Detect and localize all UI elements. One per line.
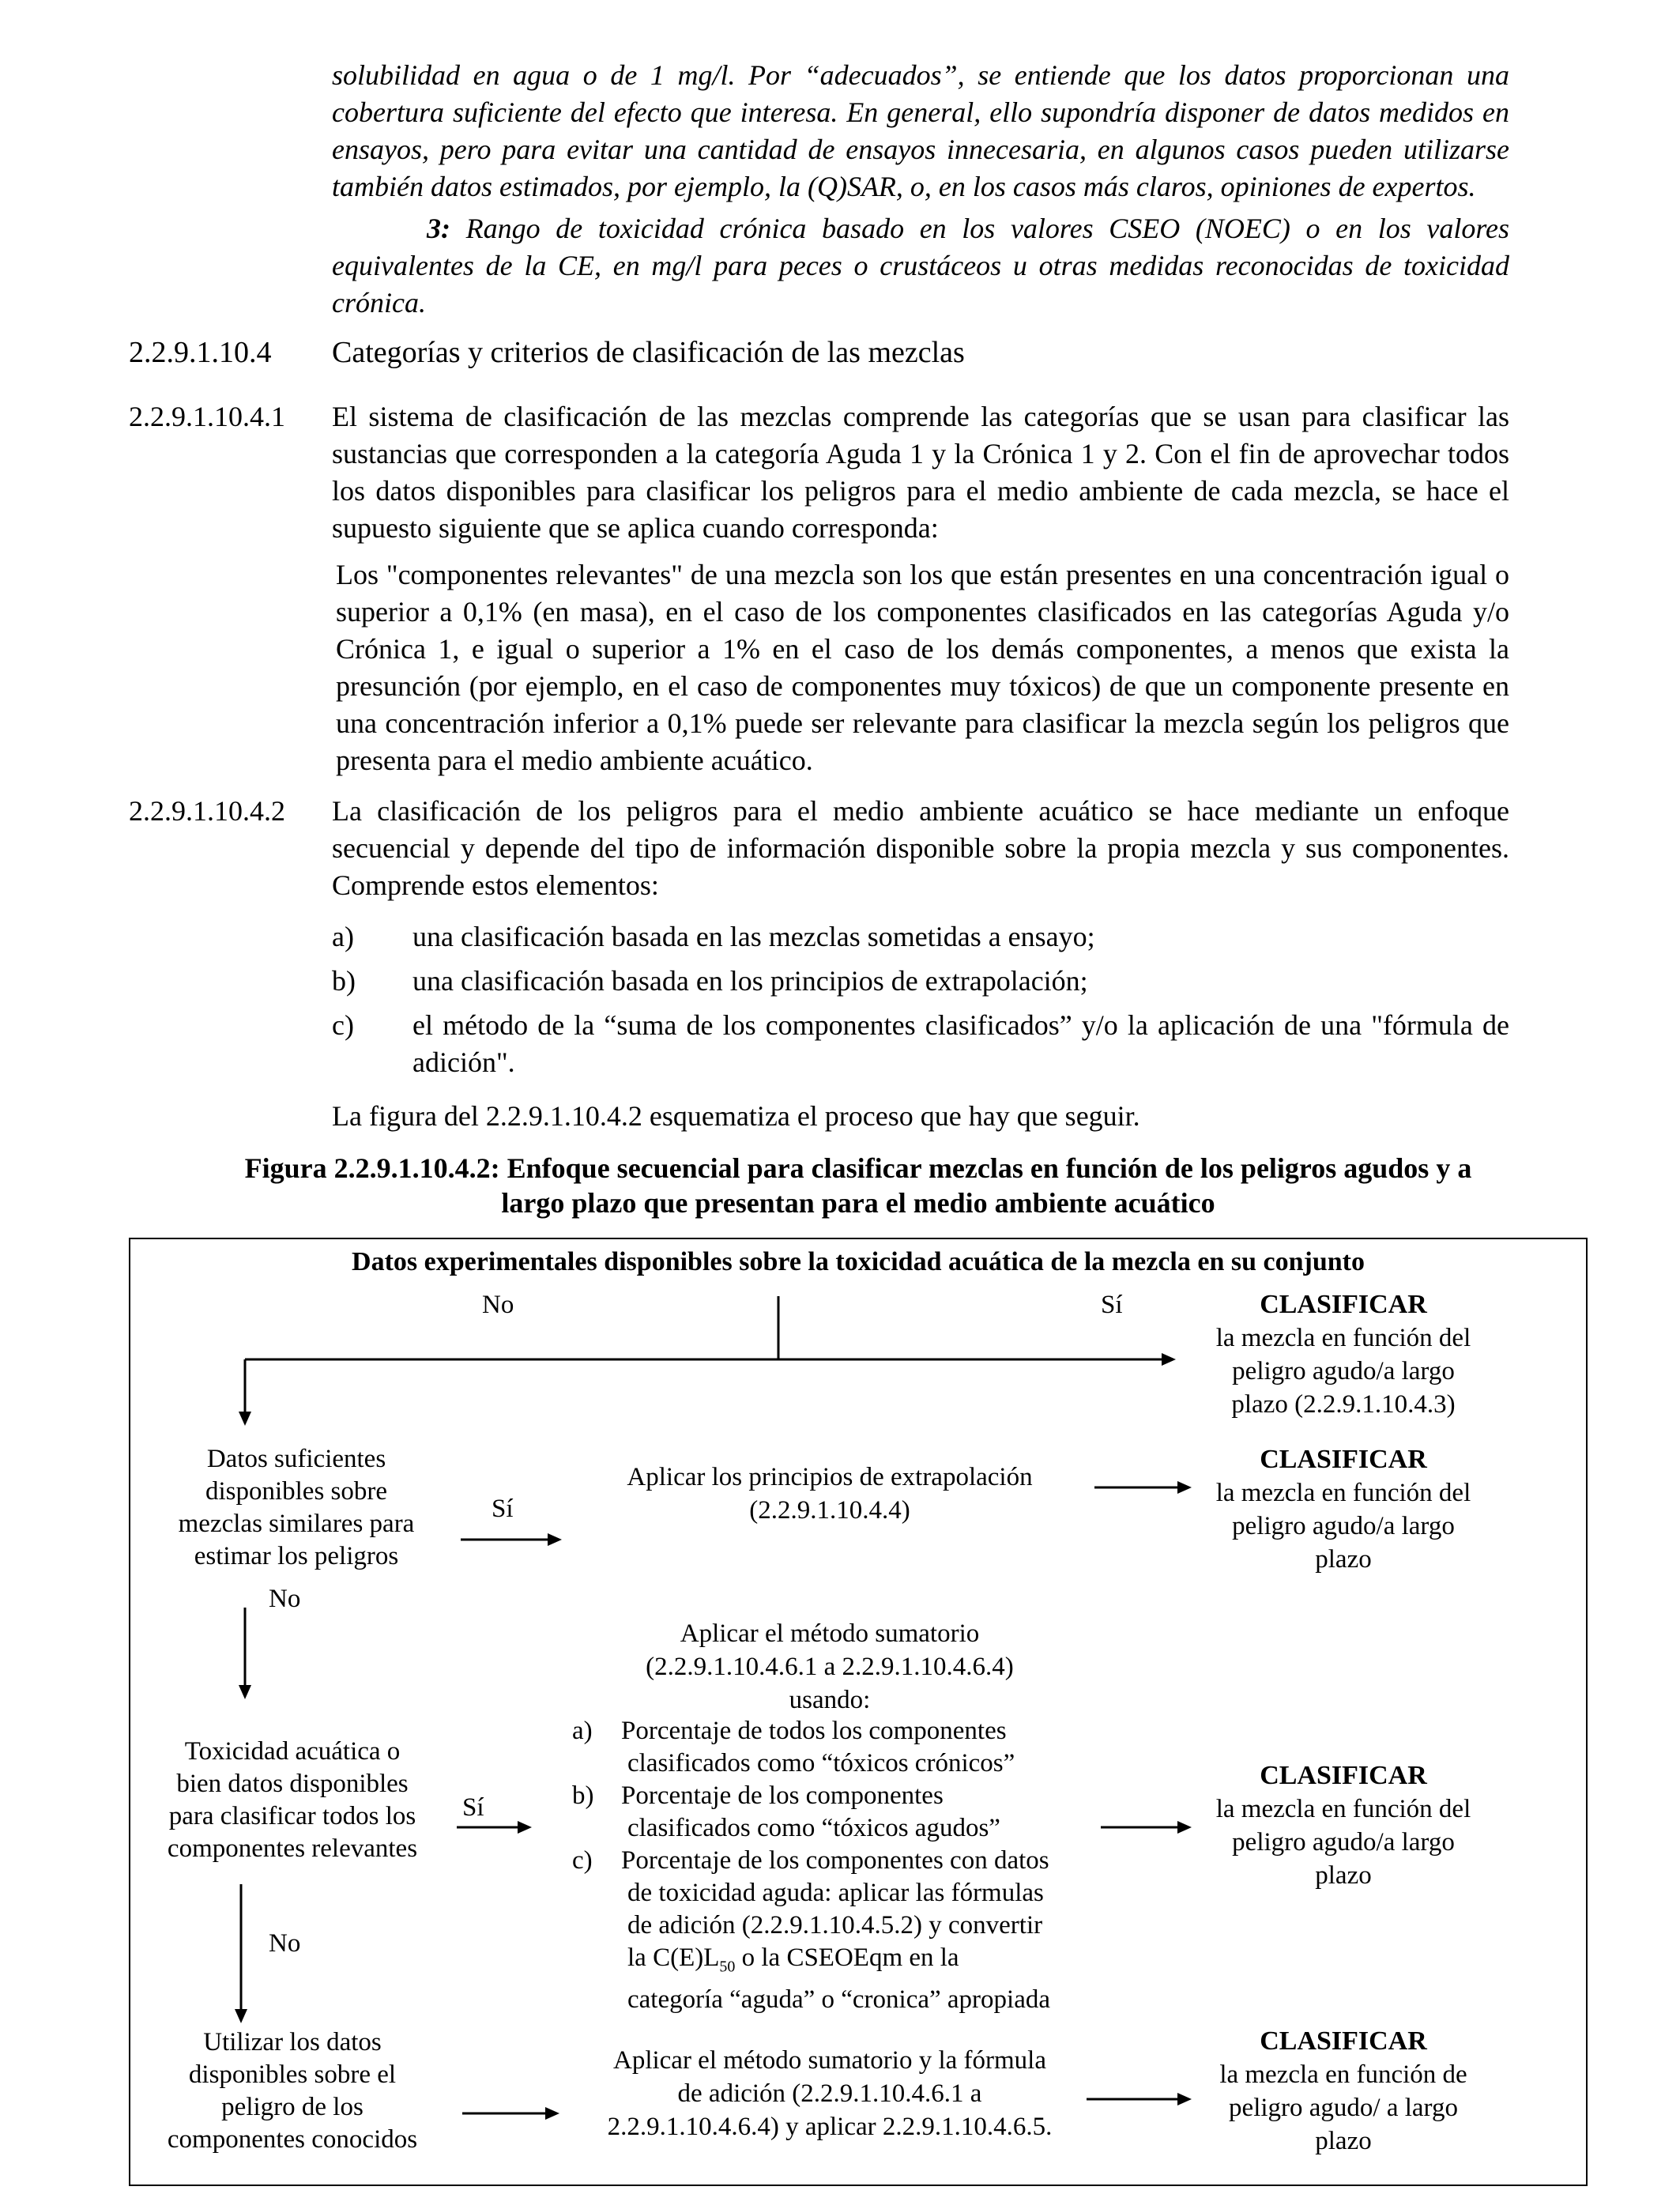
action-2-item-line: Porcentaje de los componentes con datos [621,1846,1049,1875]
action-2-item-b [572,1780,1109,1845]
result-4-line: plazo [1315,2127,1372,2155]
arrow-step1-no [239,1685,251,1699]
label-no-header: No [482,1291,514,1319]
result-2-line: plazo [1315,1545,1372,1574]
arrow-yes-header [1162,1353,1176,1366]
paragraph-number-2: 2.2.9.1.10.4.2 [129,795,285,827]
result-3-line: peligro agudo/a largo [1232,1828,1455,1857]
label-yes-header: Sí [1101,1291,1123,1319]
step-2-box [142,1736,443,1865]
action-2-item-line: clasificados como “tóxicos crónicos” [627,1749,1015,1777]
result-4 [1185,2025,1501,2158]
step-3-line: disponibles sobre el [188,2060,397,2089]
action-2-item-a [572,1715,1109,1780]
action-2-list [572,1715,1109,2016]
arrow-no-header [239,1412,251,1426]
flowchart-header: Datos experimentales disponibles sobre la toxicidad acuática de la mezcla en su conjunto [352,1247,1365,1276]
result-1-line: plazo (2.2.9.1.10.4.3) [1231,1390,1456,1419]
action-2-line: Aplicar el método sumatorio [680,1619,980,1648]
list-item-label: b) [332,965,356,997]
result-2-line: la mezcla en función del [1215,1479,1471,1507]
action-1-line: Aplicar los principios de extrapolación [627,1463,1033,1491]
action-2-item-line: de toxicidad aguda: aplicar las fórmulas [627,1879,1044,1907]
action-2-item-label: c) [572,1846,593,1875]
figure-caption-line-2: largo plazo que presentan para el medio ambiente acuático [501,1187,1215,1219]
label-yes-step2: Sí [462,1793,484,1822]
action-2-item-line: Porcentaje de los componentes [621,1781,944,1810]
action-2-item-c [572,1845,1109,2016]
list-item-text: una clasificación basada en los principios de extrapolación; [412,965,1088,997]
step-2-line: componentes relevantes [167,1834,418,1863]
paragraph-2: La clasificación de los peligros para el medio ambiente acuático se hace mediante un enfoque secuencial y depende del tipo de información disponible sobre la propia mezcla y sus componentes. Comprende estos elementos: [332,795,1509,901]
action-3-line: 2.2.9.1.10.4.6.4) y aplicar 2.2.9.1.10.4.6.5. [607,2113,1053,2141]
result-1 [1185,1288,1501,1421]
step-1-box [154,1443,439,1573]
intro-paragraph: solubilidad en agua o de 1 mg/l. Por “adecuados”, se entiende que los datos proporcionan una cobertura suficiente del efecto que interesa. En general, ello supondría disponer de datos medidos en ensayos, pero para evitar una cantidad de ensayos innecesaria, en algunos casos pueden utilizarse también datos estimados, por ejemplo, la (Q)SAR, o, en los casos más claros, opiniones de expertos. [332,59,1509,202]
step-3-line: Utilizar los datos [203,2028,382,2056]
section-number: 2.2.9.1.10.4 [129,336,272,369]
step-1-line: disponibles sobre [205,1477,388,1506]
step-3-box [142,2026,443,2156]
action-2-line: (2.2.9.1.10.4.6.1 a 2.2.9.1.10.4.6.4) [646,1653,1014,1681]
action-3-line: Aplicar el método sumatorio y la fórmula [612,2046,1046,2075]
list-item-label: a) [332,921,354,952]
action-2-head [577,1617,1083,1717]
action-1-line: (2.2.9.1.10.4.4) [749,1496,910,1525]
lc50-prefix: la C(E)L [627,1943,720,1972]
result-1-line: la mezcla en función del [1215,1324,1471,1352]
action-2-item-label: a) [572,1717,593,1745]
result-3-line: la mezcla en función del [1215,1795,1471,1823]
action-2-item-line: clasificados como “tóxicos agudos” [627,1814,1000,1842]
action-2-item-line [621,1942,1109,1984]
step-1-line: mezclas similares para [178,1510,415,1538]
note-3-label: 3: [427,213,450,244]
list-item-text: el método de la “suma de los componentes clasificados” y/o la aplicación de una "fórmula de adición". [412,1009,1509,1078]
result-3 [1185,1759,1501,1892]
result-4-title: CLASIFICAR [1260,2026,1427,2056]
section-title: Categorías y criterios de clasificación de las mezclas [332,336,965,369]
action-3-line: de adición (2.2.9.1.10.4.6.1 a [677,2079,982,2108]
list-item-text: una clasificación basada en las mezclas sometidas a ensayo; [412,921,1095,952]
action-2-item-line: categoría “aguda” o “cronica” apropiada [627,1985,1050,2014]
label-yes-step1: Sí [492,1495,514,1523]
result-1-title: CLASIFICAR [1260,1290,1427,1319]
result-3-line: plazo [1315,1861,1372,1890]
action-1 [577,1461,1083,1527]
action-2-item-line: de adición (2.2.9.1.10.4.5.2) y convertir [627,1911,1043,1940]
note-3-text: Rango de toxicidad crónica basado en los valores CSEO (NOEC) o en los valores equivalentes de la CE, en mg/l para peces o crustáceos u otras medidas reconocidas de toxicidad crónica. [332,213,1509,319]
arrow-step2-no [235,2009,247,2023]
result-2-title: CLASIFICAR [1260,1445,1427,1474]
result-3-title: CLASIFICAR [1260,1761,1427,1790]
arrow-step3 [545,2107,559,2120]
result-2-line: peligro agudo/a largo [1232,1512,1455,1540]
figure-caption-line-1: Figura 2.2.9.1.10.4.2: Enfoque secuencial para clasificar mezclas en función de los peligros agudos y a [244,1152,1472,1184]
step-2-line: Toxicidad acuática o [184,1737,401,1766]
list-item-label: c) [332,1009,354,1041]
action-3 [569,2044,1090,2143]
paragraph-1-sub: Los "componentes relevantes" de una mezcla son los que están presentes en una concentración igual o superior a 0,1% (en masa), en el caso de los componentes clasificados en las categorías Aguda y/o Crónica 1, e igual o superior a 1% en el caso de los demás componentes, a menos que exista la presunción (por ejemplo, en el caso de componentes muy tóxicos) de que un componente presente en una concentración inferior a 0,1% puede ser relevante para clasificar la mezcla según los peligros que presenta para el medio ambiente acuático. [336,559,1509,776]
result-2 [1185,1443,1501,1576]
step-3-line: componentes conocidos [167,2125,418,2154]
label-no-step2: No [269,1929,301,1958]
label-no-step1: No [269,1585,301,1613]
result-4-line: peligro agudo/ a largo [1229,2094,1458,2122]
arrow-step2-yes [518,1821,532,1834]
step-2-line: para clasificar todos los [168,1802,416,1830]
paragraph-number-1: 2.2.9.1.10.4.1 [129,401,285,432]
step-3-line: peligro de los [221,2093,363,2121]
step-1-line: estimar los peligros [194,1542,399,1570]
action-2-item-label: b) [572,1781,594,1810]
closing-sentence: La figura del 2.2.9.1.10.4.2 esquematiza el proceso que hay que seguir. [332,1100,1140,1132]
lc50-suffix: o la CSEOEqm en la [735,1943,959,1972]
action-2-item-line: Porcentaje de todos los componentes [621,1717,1007,1745]
paragraph-1: El sistema de clasificación de las mezclas comprende las categorías que se usan para clasificar las sustancias que corresponden a la categoría Aguda 1 y la Crónica 1 y 2. Con el fin de aprovechar todos los datos disponibles para clasificar los peligros para el medio ambiente de cada mezcla, se hace el supuesto siguiente que se aplica cuando corresponda: [332,401,1509,544]
result-1-line: peligro agudo/a largo [1232,1357,1455,1385]
result-4-line: la mezcla en función de [1219,2060,1467,2089]
arrow-step1-yes [548,1533,562,1546]
step-2-line: bien datos disponibles [176,1770,409,1798]
step-1-line: Datos suficientes [206,1445,386,1473]
action-2-line: usando: [789,1686,871,1714]
lc50-subscript: 50 [719,1958,736,1976]
